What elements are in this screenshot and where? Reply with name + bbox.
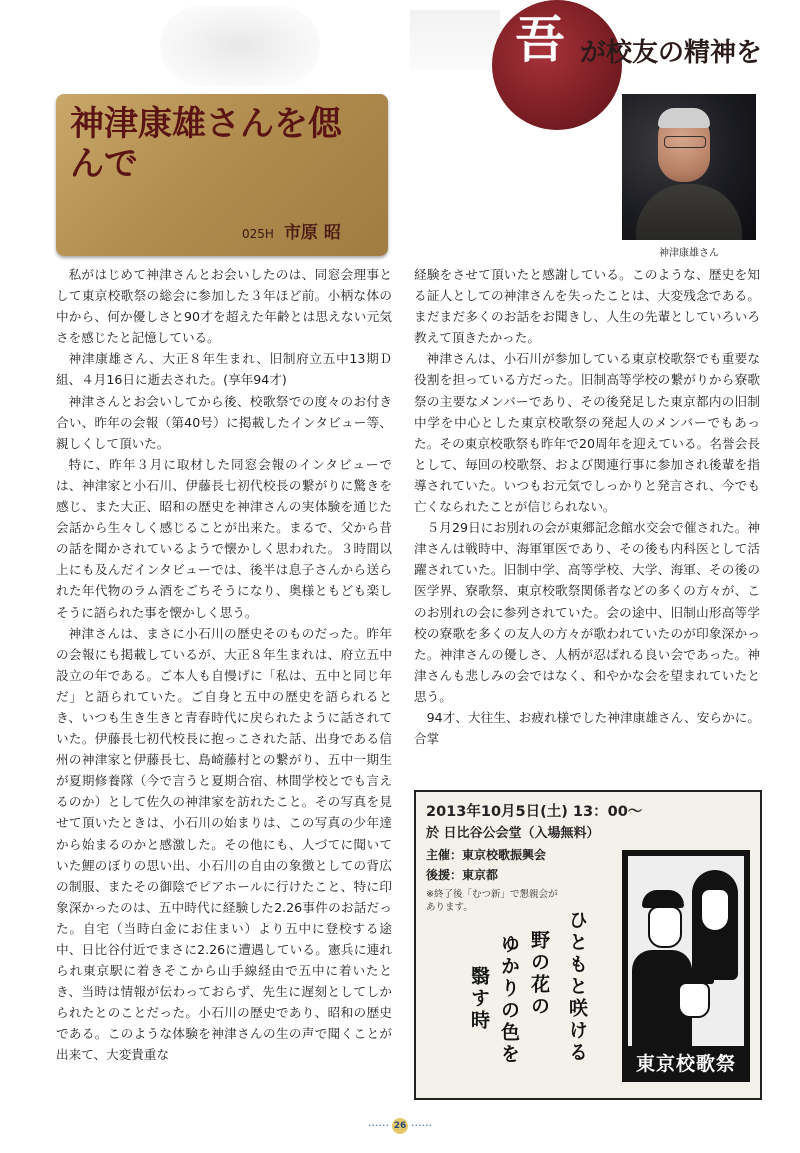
song-lyric-line-3: ゆかりの色を bbox=[498, 934, 520, 1066]
paragraph: 特に、昨年３月に取材した同窓会報のインタビューでは、神津家と小石川、伊藤長七初代校長の繋がりに驚きを感じ、また大正、昭和の歴史を神津さんの実体験を通じた会話から生々しく感じることが出来た。まるで、父から昔の話を聞かされているようで懐かしく思われた。３時間以上にも及んだインタビューでは、後半は息子さんから送られた年代物のラム酒をごちそうになり、奥様ともども楽しそうに語られた事を懐かしく思う。 bbox=[56, 456, 392, 620]
article-column-right bbox=[414, 264, 760, 749]
song-lyric-line-2: 野の花の bbox=[528, 930, 550, 1018]
student-face-icon bbox=[678, 982, 710, 1018]
photo-caption: 神津康雄さん bbox=[659, 248, 719, 259]
paragraph: ５月29日にお別れの会が東郷記念館水交会で催された。神津さんは戦時中、海軍軍医であり、その後も内科医として活躍されていた。旧制中学、高等学校、大学、海軍、その後の医学界、寮歌祭、東京校歌祭関係者などの多くの方々が、このお別れの会に参列されていた。会の途中、旧制山形高等学校の寮歌を多くの友人の方々が歌われていたのが印象深かった。神津さんの優しさ、人柄が忍ばれる良い会であった。神津さんも悲しみの会ではなく、和やかな会を望まれていたと思う。 bbox=[414, 520, 760, 704]
paragraph: 神津さんは、まさに小石川の歴史そのものだった。昨年の会報にも掲載しているが、大正８年生まれは、府立五中設立の年である。ご本人も自慢げに「私は、五中と同じ年だ」と語られていた。ご自身と五中の歴史を語られるとき、いつも生き生きと青春時代に戻られたように話されていた。伊藤長七初代校長に抱っこされた話、出身である信州の神津家と伊藤長七、島崎藤村との繋がり、五中一期生が夏期修養隊（今で言うと夏期合宿、林間学校とでも言えるのか）として佐久の神津家を訪れたこと。その写真を見せて頂いたときは、小石川の始まりは、この写真の少年達から始まるのかと感激した。その他にも、人づてに聞いていた鯉のぼりの思い出、小石川の自由の象徴としての背広の制服、またその御陰でピアホールに行けたこと、特に印象深かったのは、五中時代に経験した2.26事件のお話だった。自宅（当時白金にお住まい）より五中に登校する途中、日比谷付近でまさに2.26に遭遇している。憲兵に連れられ東京駅に着きそこから山手線経由で五中に着いたとき、当時は情報が伝わっておらず、先生に遅刻としてしかられたとのことだった。小石川の歴史であり、昭和の歴史である。このような体験を神津さんの生の声で聞くことが出来て、大変貴重な bbox=[56, 625, 392, 1063]
article-column-left bbox=[56, 264, 392, 1066]
paragraph: 94才、大往生、お疲れ様でした神津康雄さん、安らかに。合掌 bbox=[414, 709, 760, 747]
paragraph: 経験をさせて頂いたと感謝している。このような、歴史を知る証人としての神津さんを失ったことは、大変残念である。まだまだ多くのお話をお聞きし、人生の先輩としていろいろ教えて頂きたかった。 bbox=[414, 267, 760, 346]
portrait-photo bbox=[622, 94, 756, 240]
paragraph: 神津さんは、小石川が参加している東京校歌祭でも重要な役割を担っている方だった。旧制高等学校の繋がりから寮歌祭の主要なメンバーであり、その後発足した東京都内の旧制中学を中心とした東京校歌祭の発起人のメンバーでもあった。その東京校歌祭も昨年で20周年を迎えている。名誉会長として、毎回の校歌祭、および関連行事に参加され後輩を指導されていた。いつもお元気でしっかりと発言され、今でも亡くなられたことが信じられない。 bbox=[414, 351, 760, 515]
event-date: 2013年10月5日(土) 13：00～ bbox=[426, 804, 643, 820]
event-sponsor: 主催：東京校歌振興会 bbox=[426, 848, 547, 862]
section-banner-title: が校友の精神を bbox=[580, 38, 763, 68]
paragraph: 神津康雄さん、大正８年生まれ、旧制府立五中13期Ｄ組、４月16日に逝去された。(享年94才) bbox=[56, 351, 392, 388]
student-face-icon bbox=[648, 906, 682, 948]
page-number: ······ 26 ······ bbox=[368, 1119, 432, 1132]
article-title: 神津康雄さんを偲んで bbox=[70, 104, 342, 184]
section-banner-initial: 吾 bbox=[515, 10, 565, 69]
portrait-hair bbox=[658, 108, 710, 128]
paragraph: 神津さんとお会いしてから後、校歌祭での度々のお付き合い、昨年の会報（第40号）に掲載したインタビュー等、親しくして頂いた。 bbox=[56, 393, 392, 451]
event-support: 後援：東京都 bbox=[426, 868, 499, 882]
paragraph: 私がはじめて神津さんとお会いしたのは、同窓会理事として東京校歌祭の総会に参加した３年ほど前。小柄な体の中から、何か優しさと90才を超えた年齢とは思えない元気さを感じたと記憶している。 bbox=[56, 267, 392, 346]
author-name: 市原 昭 bbox=[283, 223, 341, 243]
event-note: ※終了後「むつ新」で懇親会があります。 bbox=[426, 889, 558, 913]
event-poster-illustration bbox=[622, 850, 750, 1082]
page-number-badge: 26 bbox=[392, 1118, 408, 1134]
event-logo: 東京校歌祭 bbox=[626, 1050, 746, 1078]
event-venue: 於 日比谷公会堂（入場無料） bbox=[426, 826, 600, 841]
song-lyric-line-4: 翳す時 bbox=[468, 966, 490, 1032]
event-advertisement bbox=[414, 790, 762, 1100]
song-lyric-line-1: ひともと咲ける bbox=[566, 910, 588, 1064]
portrait-glasses bbox=[664, 136, 706, 148]
faded-background-text bbox=[410, 10, 500, 70]
article-author bbox=[242, 218, 341, 243]
faded-background-logo bbox=[160, 6, 320, 86]
author-code: 025H bbox=[242, 227, 274, 241]
girl-face-icon bbox=[702, 890, 728, 930]
